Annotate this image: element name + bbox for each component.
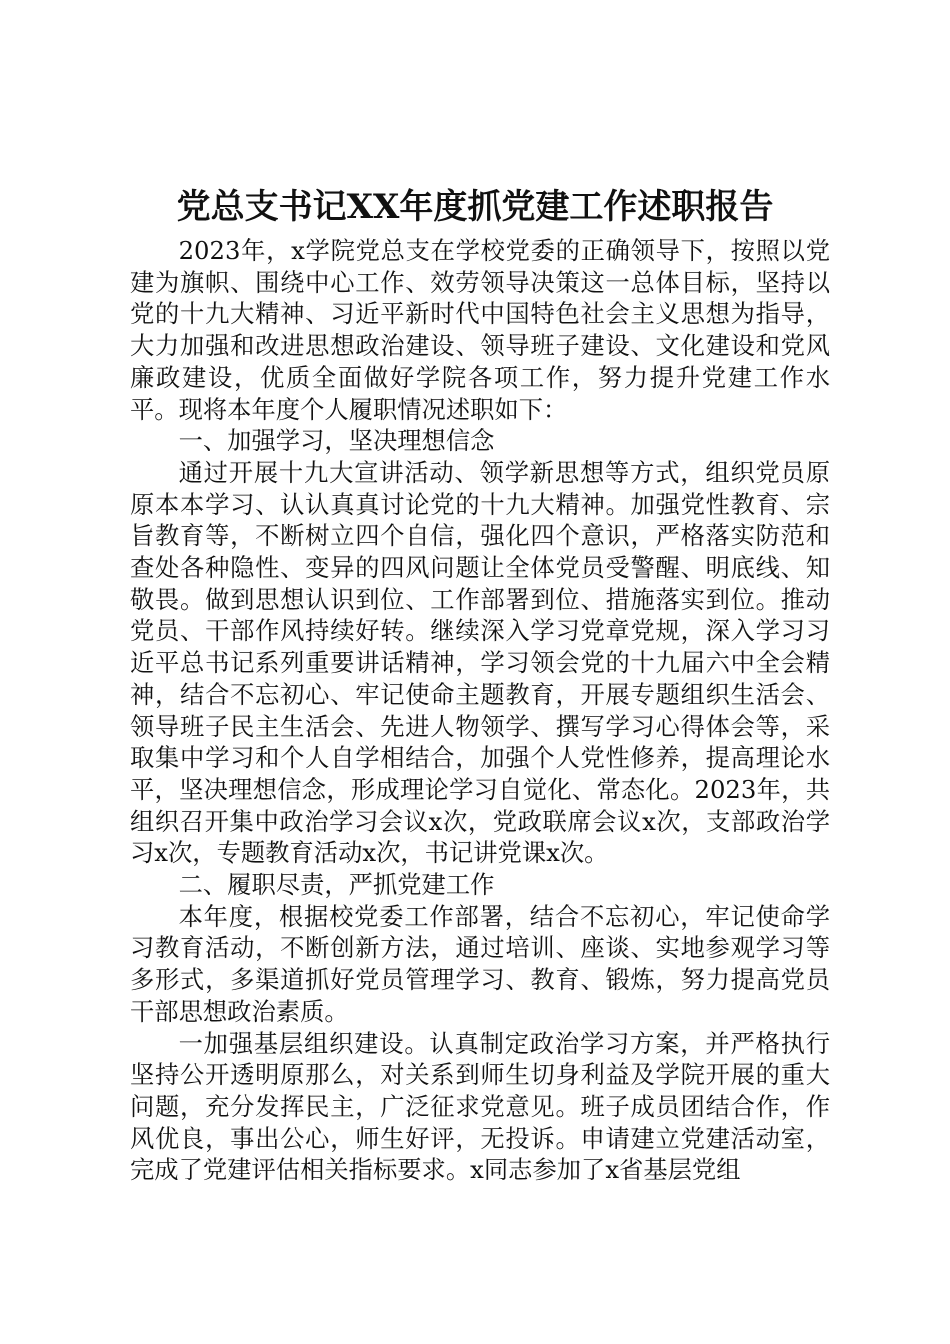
section-1-paragraph: 通过开展十九大宣讲活动、领学新思想等方式，组织党员原原本本学习、认认真真讨论党的十九大精神。加强党性教育、宗旨教育等，不断树立四个自信，强化四个意识，严格落实防范和查处各种隐性、变异的四风问题让全体党员受警醒、明底线、知敬畏。做到思想认识到位、工作部署到位、措施落实到位。推动党员、干部作风持续好转。继续深入学习党章党规，深入学习习近平总书记系列重要讲话精神，学习领会党的十九届六中全会精神，结合不忘初心、牢记使命主题教育，开展专题组织生活会、领导班子民主生活会、先进人物领学、撰写学习心得体会等，采取集中学习和个人自学相结合，加强个人党性修养，提高理论水平，坚决理想信念，形成理论学习自觉化、常态化。2023年，共组织召开集中政治学习会议x次，党政联席会议x次，支部政治学习x次，专题教育活动x次，书记讲党课x次。 [130,457,830,868]
intro-paragraph: 2023年，x学院党总支在学校党委的正确领导下，按照以党建为旗帜、围绕中心工作、效劳领导决策这一总体目标，坚持以党的十九大精神、习近平新时代中国特色社会主义思想为指导，大力加强和改进思想政治建设、领导班子建设、文化建设和党风廉政建设，优质全面做好学院各项工作，努力提升党建工作水平。现将本年度个人履职情况述职如下： [130,236,830,424]
section-heading-1: 一、加强学习，坚决理想信念 [178,426,495,456]
section-heading-2: 二、履职尽责，严抓党建工作 [178,870,495,900]
section-2-paragraph-organization: 一加强基层组织建设。认真制定政治学习方案，并严格执行坚持公开透明原那么，对关系到师生切身利益及学院开展的重大问题，充分发挥民主，广泛征求党意见。班子成员团结合作，作风优良，事出公心，师生好评，无投诉。申请建立党建活动室，完成了党建评估相关指标要求。x同志参加了x省基层党组 [130,1028,830,1185]
document-title: 党总支书记XX年度抓党建工作述职报告 [176,187,774,227]
section-2-paragraph: 本年度，根据校党委工作部署，结合不忘初心，牢记使命学习教育活动，不断创新方法，通过培训、座谈、实地参观学习等多形式，多渠道抓好党员管理学习、教育、锻炼，努力提高党员干部思想政治素质。 [130,901,830,1026]
document-body [130,235,830,1186]
